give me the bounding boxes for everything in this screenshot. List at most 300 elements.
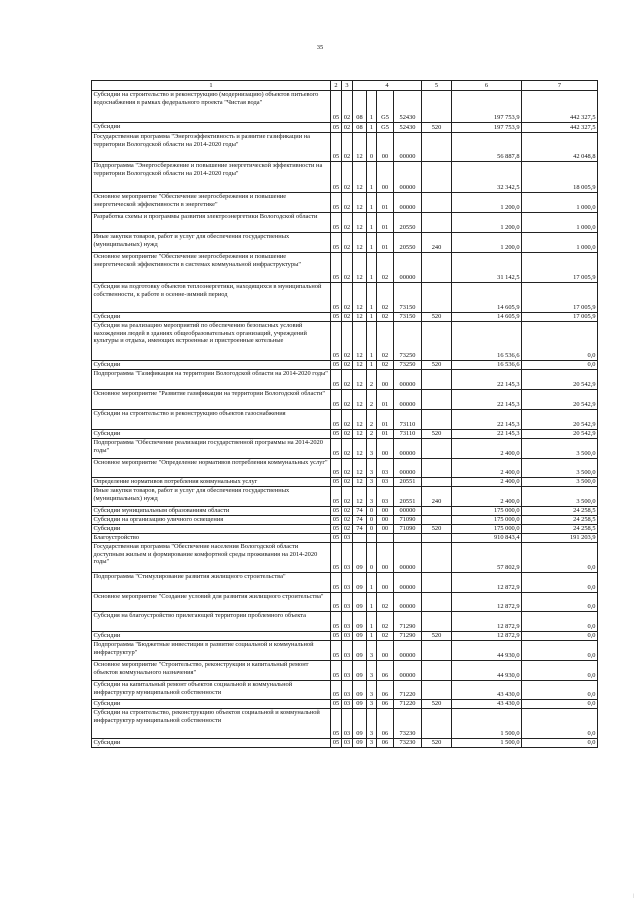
expense-type-code (422, 593, 452, 612)
page-edge-mark: | (632, 894, 634, 899)
table-row (92, 370, 598, 390)
program-code: 12 (353, 253, 367, 283)
section-code: 05 (331, 516, 342, 525)
program-code: 74 (353, 516, 367, 525)
row-name: Определение нормативов потребления коммунальных услуг (92, 478, 331, 487)
direction-code: 00000 (394, 370, 422, 390)
direction-code: 20550 (394, 213, 422, 233)
expense-type-code: 520 (422, 361, 452, 370)
subsection-code: 02 (342, 370, 353, 390)
table-row (92, 543, 598, 573)
subprogram-code: 1 (367, 593, 377, 612)
amount-2020: 20 542,9 (522, 430, 598, 439)
activity-code: 03 (377, 487, 394, 507)
subsection-code: 02 (342, 322, 353, 361)
activity-code: 02 (377, 313, 394, 322)
activity-code: 01 (377, 410, 394, 430)
expense-type-code: 240 (422, 487, 452, 507)
direction-code: 71090 (394, 525, 422, 534)
subsection-code: 03 (342, 641, 353, 661)
row-name: Субсидии (92, 632, 331, 641)
amount-2019: 32 342,5 (452, 162, 522, 193)
amount-2020: 20 542,9 (522, 410, 598, 430)
program-code: 12 (353, 283, 367, 313)
activity-code: 02 (377, 612, 394, 632)
activity-code: 00 (377, 162, 394, 193)
table-row (92, 459, 598, 478)
section-code: 05 (331, 700, 342, 709)
amount-2019: 22 145,3 (452, 390, 522, 410)
direction-code: 73250 (394, 322, 422, 361)
program-code: 08 (353, 91, 367, 123)
table-row (92, 91, 598, 123)
subprogram-code: 1 (367, 322, 377, 361)
amount-2019: 44 930,0 (452, 661, 522, 681)
table-row (92, 681, 598, 700)
amount-2020: 442 327,5 (522, 123, 598, 133)
table-row (92, 507, 598, 516)
activity-code (377, 534, 394, 543)
amount-2019: 12 872,9 (452, 593, 522, 612)
amount-2020: 3 500,0 (522, 487, 598, 507)
program-code: 09 (353, 709, 367, 739)
header-col-4: 4 (353, 81, 422, 91)
program-code: 09 (353, 700, 367, 709)
amount-2020: 1 000,0 (522, 193, 598, 213)
subprogram-code: 1 (367, 123, 377, 133)
section-code: 05 (331, 123, 342, 133)
amount-2019: 31 142,5 (452, 253, 522, 283)
table-row (92, 133, 598, 162)
subsection-code: 02 (342, 193, 353, 213)
subprogram-code: 3 (367, 478, 377, 487)
section-code: 05 (331, 641, 342, 661)
direction-code: 20551 (394, 487, 422, 507)
amount-2020: 1 000,0 (522, 213, 598, 233)
table-row (92, 525, 598, 534)
subprogram-code: 1 (367, 233, 377, 253)
amount-2019: 197 753,9 (452, 91, 522, 123)
program-code: 09 (353, 573, 367, 593)
amount-2020: 24 258,5 (522, 507, 598, 516)
table-row (92, 487, 598, 507)
activity-code: 00 (377, 573, 394, 593)
subsection-code: 03 (342, 661, 353, 681)
amount-2020: 0,0 (522, 661, 598, 681)
program-code: 08 (353, 123, 367, 133)
direction-code: 73230 (394, 709, 422, 739)
program-code: 12 (353, 313, 367, 322)
amount-2020: 0,0 (522, 573, 598, 593)
direction-code: 00000 (394, 641, 422, 661)
header-col-3: 3 (342, 81, 353, 91)
subprogram-code: 1 (367, 632, 377, 641)
amount-2020: 18 005,9 (522, 162, 598, 193)
table-row (92, 573, 598, 593)
activity-code: 00 (377, 370, 394, 390)
row-name: Подпрограмма "Энергосбережение и повышение энергетической эффективности на территории Вологодской области на 2014-2020 годы" (92, 162, 331, 193)
section-code: 05 (331, 709, 342, 739)
table-row (92, 123, 598, 133)
amount-2020: 3 500,0 (522, 478, 598, 487)
subprogram-code: 1 (367, 313, 377, 322)
subsection-code: 02 (342, 507, 353, 516)
activity-code: 00 (377, 133, 394, 162)
amount-2019: 2 400,0 (452, 478, 522, 487)
section-code: 05 (331, 487, 342, 507)
amount-2019: 910 843,4 (452, 534, 522, 543)
row-name: Субсидии на организацию уличного освещения (92, 516, 331, 525)
activity-code: 06 (377, 681, 394, 700)
subprogram-code: 1 (367, 91, 377, 123)
subprogram-code: 1 (367, 253, 377, 283)
activity-code: 00 (377, 525, 394, 534)
amount-2020: 191 203,9 (522, 534, 598, 543)
program-code: 12 (353, 390, 367, 410)
row-name: Подпрограмма "Стимулирование развития жилищного строительства" (92, 573, 331, 593)
subsection-code: 02 (342, 525, 353, 534)
header-col-2: 2 (331, 81, 342, 91)
expense-type-code (422, 370, 452, 390)
program-code: 09 (353, 593, 367, 612)
amount-2019: 22 145,3 (452, 410, 522, 430)
expense-type-code (422, 439, 452, 459)
subprogram-code: 1 (367, 612, 377, 632)
subprogram-code: 1 (367, 162, 377, 193)
program-code: 12 (353, 233, 367, 253)
row-name: Основное мероприятие "Обеспечение энергосбережения и повышение энергетической эффективности в системах коммунальной инфраструктуры" (92, 253, 331, 283)
direction-code: 71290 (394, 632, 422, 641)
section-code: 05 (331, 430, 342, 439)
section-code: 05 (331, 162, 342, 193)
direction-code: 73110 (394, 410, 422, 430)
table-row (92, 430, 598, 439)
activity-code: 06 (377, 661, 394, 681)
expense-type-code (422, 213, 452, 233)
page-number: 35 (316, 44, 324, 51)
amount-2020: 3 500,0 (522, 459, 598, 478)
amount-2019: 43 430,0 (452, 681, 522, 700)
amount-2020: 0,0 (522, 322, 598, 361)
header-col-6: 6 (452, 81, 522, 91)
activity-code: 02 (377, 593, 394, 612)
amount-2020: 24 258,5 (522, 516, 598, 525)
subsection-code: 02 (342, 516, 353, 525)
subsection-code: 03 (342, 739, 353, 748)
section-code: 05 (331, 283, 342, 313)
amount-2019: 12 872,9 (452, 573, 522, 593)
table-row (92, 193, 598, 213)
section-code: 05 (331, 253, 342, 283)
section-code: 05 (331, 91, 342, 123)
expense-type-code: 240 (422, 233, 452, 253)
program-code: 09 (353, 632, 367, 641)
amount-2020: 0,0 (522, 681, 598, 700)
row-name: Подпрограмма "Бюджетные инвестиции в развитие социальной и коммунальной инфраструктур" (92, 641, 331, 661)
subprogram-code: 2 (367, 430, 377, 439)
section-code: 05 (331, 478, 342, 487)
program-code: 12 (353, 430, 367, 439)
section-code: 05 (331, 322, 342, 361)
activity-code: 03 (377, 459, 394, 478)
program-code: 12 (353, 361, 367, 370)
direction-code: 00000 (394, 661, 422, 681)
activity-code: 02 (377, 322, 394, 361)
amount-2020: 0,0 (522, 543, 598, 573)
program-code: 74 (353, 525, 367, 534)
expense-type-code (422, 641, 452, 661)
program-code: 12 (353, 322, 367, 361)
table-row (92, 661, 598, 681)
expense-type-code (422, 543, 452, 573)
amount-2020: 0,0 (522, 612, 598, 632)
subprogram-code: 0 (367, 543, 377, 573)
row-name: Основное мероприятие "Создание условий для развития жилищного строительства" (92, 593, 331, 612)
program-code: 09 (353, 739, 367, 748)
activity-code: G5 (377, 91, 394, 123)
expense-type-code: 520 (422, 739, 452, 748)
subsection-code: 02 (342, 253, 353, 283)
direction-code: 00000 (394, 253, 422, 283)
amount-2020: 442 327,5 (522, 91, 598, 123)
amount-2019: 22 145,3 (452, 370, 522, 390)
program-code: 12 (353, 370, 367, 390)
table-row (92, 739, 598, 748)
table-row (92, 283, 598, 313)
subsection-code: 02 (342, 478, 353, 487)
program-code: 12 (353, 410, 367, 430)
header-col-7: 7 (522, 81, 598, 91)
subsection-code: 02 (342, 133, 353, 162)
amount-2019: 2 400,0 (452, 439, 522, 459)
direction-code (394, 534, 422, 543)
activity-code: 00 (377, 516, 394, 525)
row-name: Субсидия на благоустройство прилегающей территории проблемного объекта (92, 612, 331, 632)
row-name: Подпрограмма "Обеспечение реализации государственной программы на 2014-2020 годы" (92, 439, 331, 459)
section-code: 05 (331, 507, 342, 516)
section-code: 05 (331, 739, 342, 748)
activity-code: 01 (377, 213, 394, 233)
subprogram-code: 1 (367, 193, 377, 213)
section-code: 05 (331, 459, 342, 478)
amount-2019: 44 930,0 (452, 641, 522, 661)
section-code: 05 (331, 534, 342, 543)
expense-type-code (422, 507, 452, 516)
expense-type-code: 520 (422, 525, 452, 534)
subprogram-code: 3 (367, 709, 377, 739)
amount-2019: 2 400,0 (452, 459, 522, 478)
subsection-code: 02 (342, 410, 353, 430)
subsection-code: 02 (342, 233, 353, 253)
subsection-code: 03 (342, 534, 353, 543)
expense-type-code (422, 661, 452, 681)
amount-2020: 3 500,0 (522, 439, 598, 459)
direction-code: 71220 (394, 700, 422, 709)
direction-code: 00000 (394, 162, 422, 193)
subprogram-code: 3 (367, 487, 377, 507)
table-row (92, 390, 598, 410)
amount-2019: 57 802,9 (452, 543, 522, 573)
subprogram-code: 3 (367, 700, 377, 709)
section-code: 05 (331, 543, 342, 573)
amount-2019: 197 753,9 (452, 123, 522, 133)
direction-code: 00000 (394, 439, 422, 459)
row-name: Субсидии (92, 739, 331, 748)
direction-code: 52430 (394, 123, 422, 133)
section-code: 05 (331, 632, 342, 641)
direction-code: 52430 (394, 91, 422, 123)
direction-code: 00000 (394, 543, 422, 573)
direction-code: 00000 (394, 459, 422, 478)
row-name: Основное мероприятие "Строительство, реконструкция и капитальный ремонт объектов коммунального назначения" (92, 661, 331, 681)
section-code: 05 (331, 681, 342, 700)
expense-type-code (422, 478, 452, 487)
subsection-code: 02 (342, 439, 353, 459)
program-code: 12 (353, 162, 367, 193)
amount-2020: 17 005,9 (522, 313, 598, 322)
expense-type-code (422, 91, 452, 123)
row-name: Субсидии (92, 123, 331, 133)
header-col-1: 1 (92, 81, 331, 91)
amount-2019: 1 200,0 (452, 213, 522, 233)
amount-2020: 0,0 (522, 700, 598, 709)
amount-2019: 175 000,0 (452, 507, 522, 516)
subprogram-code: 0 (367, 525, 377, 534)
direction-code: 73150 (394, 283, 422, 313)
section-code: 05 (331, 525, 342, 534)
direction-code: 73150 (394, 313, 422, 322)
section-code: 05 (331, 313, 342, 322)
section-code: 05 (331, 410, 342, 430)
program-code: 09 (353, 641, 367, 661)
subsection-code: 02 (342, 313, 353, 322)
row-name: Субсидии (92, 361, 331, 370)
direction-code: 73230 (394, 739, 422, 748)
subprogram-code: 3 (367, 439, 377, 459)
table-row (92, 632, 598, 641)
row-name: Субсидии муниципальным образованиям области (92, 507, 331, 516)
subprogram-code: 3 (367, 681, 377, 700)
subsection-code: 03 (342, 573, 353, 593)
subsection-code: 02 (342, 162, 353, 193)
activity-code: 01 (377, 430, 394, 439)
direction-code: 73110 (394, 430, 422, 439)
amount-2019: 14 605,9 (452, 283, 522, 313)
expense-type-code (422, 283, 452, 313)
subprogram-code (367, 534, 377, 543)
section-code: 05 (331, 661, 342, 681)
table-row (92, 593, 598, 612)
expense-type-code (422, 681, 452, 700)
amount-2019: 43 430,0 (452, 700, 522, 709)
section-code: 05 (331, 193, 342, 213)
amount-2020: 42 048,8 (522, 133, 598, 162)
direction-code: 20550 (394, 233, 422, 253)
subsection-code: 02 (342, 487, 353, 507)
amount-2020: 0,0 (522, 361, 598, 370)
activity-code: 02 (377, 253, 394, 283)
subprogram-code: 1 (367, 283, 377, 313)
expense-type-code (422, 253, 452, 283)
table-row (92, 641, 598, 661)
subprogram-code: 1 (367, 573, 377, 593)
row-name: Субсидия на реализацию мероприятий по обеспечению безопасных условий нахождения людей в зданиях общеобразовательных организаций, учреждений культуры и отдыха, имеющих встроенные и пристроенные котельные (92, 322, 331, 361)
program-code: 12 (353, 439, 367, 459)
expense-type-code (422, 410, 452, 430)
expense-type-code (422, 133, 452, 162)
activity-code: 00 (377, 439, 394, 459)
table-row (92, 322, 598, 361)
subprogram-code: 0 (367, 507, 377, 516)
expense-type-code (422, 516, 452, 525)
activity-code: 02 (377, 283, 394, 313)
amount-2020: 17 005,9 (522, 283, 598, 313)
row-name: Подпрограмма "Газификация на территории Вологодской области на 2014-2020 годы" (92, 370, 331, 390)
amount-2019: 1 500,0 (452, 709, 522, 739)
expense-type-code: 520 (422, 632, 452, 641)
program-code: 12 (353, 193, 367, 213)
direction-code: 00000 (394, 507, 422, 516)
expense-type-code: 520 (422, 313, 452, 322)
subsection-code: 03 (342, 593, 353, 612)
program-code: 12 (353, 459, 367, 478)
activity-code: 06 (377, 709, 394, 739)
subsection-code: 03 (342, 709, 353, 739)
row-name: Основное мероприятие "Развитие газификации на территории Вологодской области" (92, 390, 331, 410)
program-code: 12 (353, 478, 367, 487)
direction-code: 00000 (394, 573, 422, 593)
table-row (92, 516, 598, 525)
subsection-code: 02 (342, 459, 353, 478)
row-name: Субсидия на подготовку объектов теплоэнергетики, находящихся в муниципальной собственности, к работе в осенне-зимний период (92, 283, 331, 313)
activity-code: 00 (377, 543, 394, 573)
header-col-5: 5 (422, 81, 452, 91)
expense-type-code (422, 390, 452, 410)
direction-code: 71090 (394, 516, 422, 525)
table-row (92, 709, 598, 739)
expense-type-code: 520 (422, 700, 452, 709)
subsection-code: 02 (342, 91, 353, 123)
amount-2020: 20 542,9 (522, 390, 598, 410)
amount-2019: 22 145,3 (452, 430, 522, 439)
amount-2020: 0,0 (522, 593, 598, 612)
activity-code: 06 (377, 739, 394, 748)
row-name: Субсидии (92, 700, 331, 709)
section-code: 05 (331, 370, 342, 390)
program-code: 12 (353, 213, 367, 233)
activity-code: 03 (377, 478, 394, 487)
expense-type-code: 520 (422, 123, 452, 133)
row-name: Субсидии на строительство и реконструкцию (модернизацию) объектов питьевого водоснабжения в рамках федерального проекта "Чистая вода" (92, 91, 331, 123)
amount-2019: 56 887,8 (452, 133, 522, 162)
table-row (92, 162, 598, 193)
program-code: 74 (353, 507, 367, 516)
program-code: 09 (353, 543, 367, 573)
direction-code: 20551 (394, 478, 422, 487)
amount-2019: 12 872,9 (452, 632, 522, 641)
direction-code: 00000 (394, 390, 422, 410)
table-row (92, 361, 598, 370)
subsection-code: 02 (342, 213, 353, 233)
program-code: 12 (353, 487, 367, 507)
amount-2020: 0,0 (522, 739, 598, 748)
section-code: 05 (331, 593, 342, 612)
activity-code: 02 (377, 361, 394, 370)
section-code: 05 (331, 361, 342, 370)
amount-2020: 0,0 (522, 641, 598, 661)
subprogram-code: 3 (367, 661, 377, 681)
expense-type-code (422, 162, 452, 193)
